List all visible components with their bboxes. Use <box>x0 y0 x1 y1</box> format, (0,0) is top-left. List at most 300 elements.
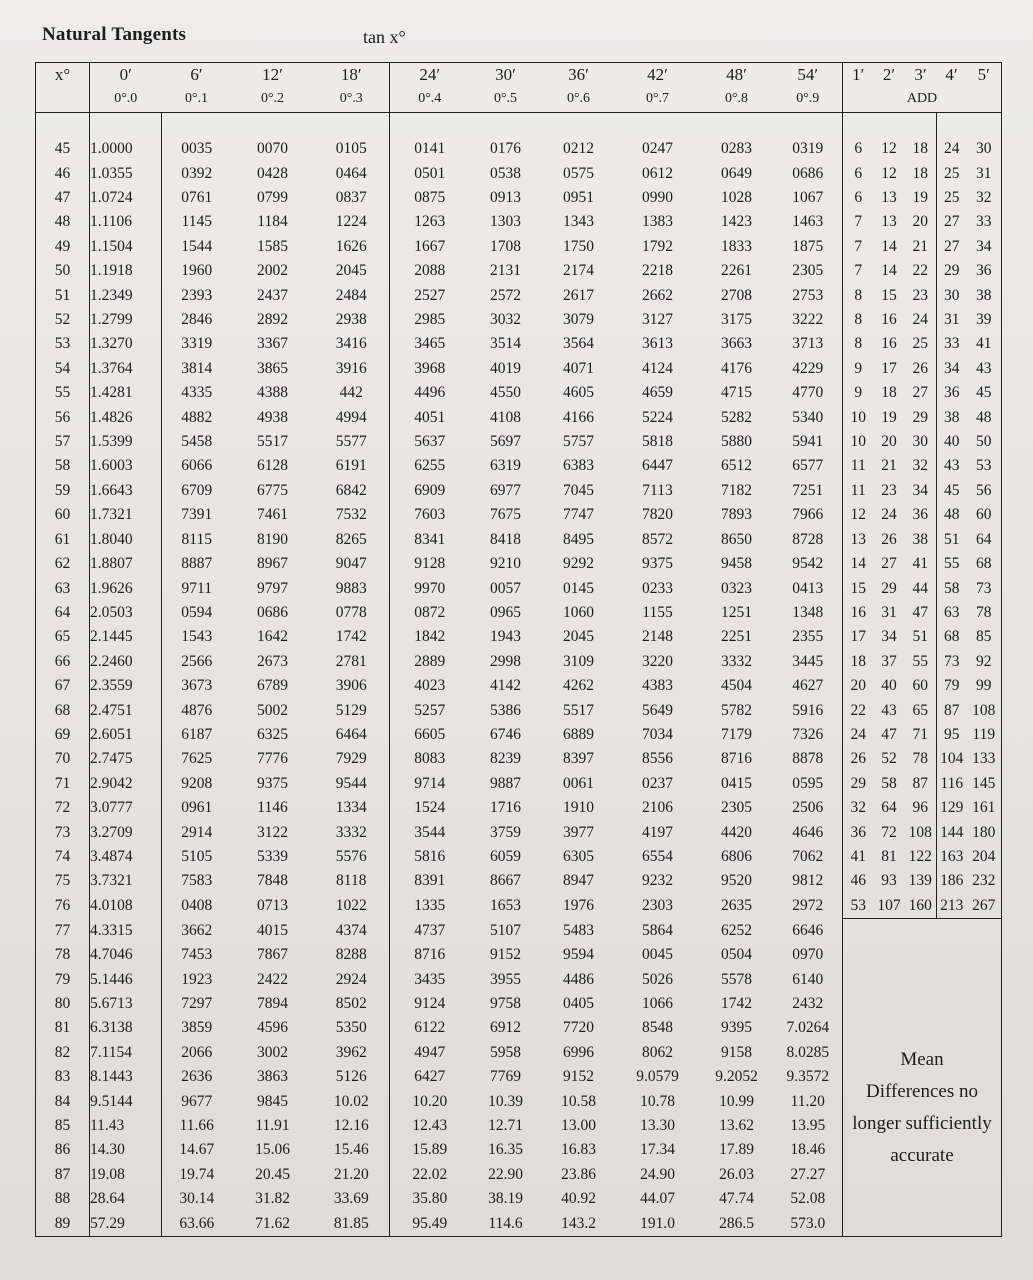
value-cell: 0212 <box>563 140 594 158</box>
value-cell: 4596 <box>257 1019 288 1037</box>
value-cell: 4374 <box>314 919 390 943</box>
degree-cell: 46 <box>36 162 90 186</box>
table-row <box>36 601 1002 625</box>
value-cell: 38.19 <box>488 1190 523 1208</box>
value-cell: 40.92 <box>561 1190 596 1208</box>
value-cell: 4882 <box>181 408 213 426</box>
mean-difference-cell: 20 <box>881 433 897 451</box>
value-cell: 1.6003 <box>90 454 162 478</box>
value-cell: 4019 <box>490 359 521 377</box>
mean-difference-cell: 51 <box>912 628 928 646</box>
mean-difference-cell: 13 <box>881 189 897 207</box>
degree-cell: 72 <box>36 796 90 820</box>
mean-difference-cell: 43 <box>881 701 897 719</box>
table-row <box>36 284 1002 308</box>
value-cell: 6605 <box>414 725 446 743</box>
value-cell: 1463 <box>774 210 843 234</box>
table-row <box>36 723 1002 747</box>
mean-difference-cell: 45 <box>937 479 967 503</box>
value-cell: 5350 <box>314 1016 390 1040</box>
value-cell: 6996 <box>563 1043 594 1061</box>
value-cell: 9152 <box>563 1068 594 1086</box>
value-cell: 6512 <box>721 457 752 475</box>
value-cell: 2892 <box>257 311 288 329</box>
value-cell: 0649 <box>721 164 752 182</box>
value-cell: 0778 <box>314 601 390 625</box>
value-cell: 30.14 <box>179 1190 215 1208</box>
degree-cell: 77 <box>36 919 90 943</box>
value-cell: 8062 <box>642 1043 673 1061</box>
diff-minute-header: 3′ <box>905 63 937 88</box>
mean-difference-cell: 46 <box>850 872 866 890</box>
value-cell: 0961 <box>181 799 213 817</box>
table-row <box>36 699 1002 723</box>
value-cell: 5864 <box>642 921 673 939</box>
mean-difference-cell: 29 <box>937 259 967 283</box>
value-cell: 4071 <box>563 359 594 377</box>
value-cell: 4015 <box>257 921 288 939</box>
mean-difference-cell: 16 <box>850 603 866 621</box>
value-cell: 7720 <box>563 1019 594 1037</box>
value-cell: 8418 <box>490 530 521 548</box>
value-cell: 0965 <box>490 603 521 621</box>
value-cell: 4229 <box>774 357 843 381</box>
value-cell: 9292 <box>563 555 594 573</box>
value-cell: 0428 <box>257 164 288 182</box>
mean-difference-cell: 33 <box>967 210 1002 234</box>
value-cell: 4420 <box>721 823 752 841</box>
mean-difference-cell: 10 <box>850 433 866 451</box>
value-cell: 3544 <box>414 823 446 841</box>
value-cell: 2566 <box>181 652 213 670</box>
mean-difference-cell: 19 <box>912 189 928 207</box>
mean-difference-cell: 73 <box>967 577 1002 601</box>
mean-differences-note <box>843 919 1002 1237</box>
degree-cell: 45 <box>36 137 90 161</box>
mean-difference-cell: 43 <box>937 454 967 478</box>
value-cell: 2753 <box>774 284 843 308</box>
value-cell: 5517 <box>257 433 288 451</box>
mean-difference-cell: 23 <box>881 481 897 499</box>
value-cell: 2422 <box>257 970 288 988</box>
value-cell: 5483 <box>563 921 594 939</box>
value-cell: 2174 <box>563 262 594 280</box>
value-cell: 7.1154 <box>90 1041 162 1065</box>
value-cell: 11.43 <box>90 1114 162 1138</box>
value-cell: 2.2460 <box>90 650 162 674</box>
value-cell: 0501 <box>414 164 446 182</box>
value-cell: 3435 <box>414 970 446 988</box>
mean-difference-cell: 129 <box>937 796 967 820</box>
mean-difference-cell: 34 <box>912 481 928 499</box>
table-row <box>36 479 1002 503</box>
value-cell: 4627 <box>774 674 843 698</box>
mean-difference-cell: 38 <box>967 284 1002 308</box>
value-cell: 4388 <box>257 384 288 402</box>
value-cell: 0323 <box>721 579 752 597</box>
value-cell: 1875 <box>774 235 843 259</box>
value-cell: 7675 <box>490 506 521 524</box>
value-cell: 573.0 <box>774 1212 843 1237</box>
value-cell: 1067 <box>774 186 843 210</box>
value-cell: 0045 <box>642 946 673 964</box>
mean-difference-cell: 12 <box>850 506 866 524</box>
value-cell: 3220 <box>642 652 673 670</box>
minute-header: 6′ <box>162 63 232 88</box>
value-cell: 0595 <box>774 772 843 796</box>
minute-header: 30′ <box>470 63 542 88</box>
value-cell: 1642 <box>257 628 288 646</box>
value-cell: 8341 <box>414 530 446 548</box>
value-cell: 57.29 <box>90 1212 162 1237</box>
degree-cell: 59 <box>36 479 90 503</box>
value-cell: 1423 <box>721 213 752 231</box>
value-cell: 1585 <box>257 237 288 255</box>
value-cell: 9047 <box>314 552 390 576</box>
value-cell: 13.00 <box>561 1116 596 1134</box>
value-cell: 0408 <box>181 897 213 915</box>
degree-cell: 74 <box>36 845 90 869</box>
value-cell: 22.02 <box>412 1165 448 1183</box>
table-row <box>36 821 1002 845</box>
value-cell: 7326 <box>774 723 843 747</box>
value-cell: 2002 <box>257 262 288 280</box>
add-header: ADD <box>843 87 1002 112</box>
mean-difference-cell: 9 <box>854 384 863 402</box>
value-cell: 1.3764 <box>90 357 162 381</box>
mean-difference-cell: 85 <box>967 625 1002 649</box>
value-cell: 6427 <box>414 1068 446 1086</box>
table-row <box>36 137 1002 161</box>
value-cell: 4023 <box>414 677 446 695</box>
value-cell: 0686 <box>257 603 288 621</box>
degree-cell: 49 <box>36 235 90 259</box>
value-cell: 14.67 <box>179 1141 215 1159</box>
value-cell: 7867 <box>257 946 288 964</box>
value-cell: 4938 <box>257 408 288 426</box>
mean-difference-cell: 60 <box>912 677 928 695</box>
value-cell: 2305 <box>774 259 843 283</box>
value-cell: 1.2799 <box>90 308 162 332</box>
value-cell: 5816 <box>414 847 446 865</box>
mean-difference-cell: 11 <box>850 457 866 475</box>
value-cell: 33.69 <box>314 1187 390 1211</box>
degree-cell: 79 <box>36 968 90 992</box>
value-cell: 5576 <box>314 845 390 869</box>
mean-difference-cell: 93 <box>881 872 897 890</box>
value-cell: 0686 <box>774 162 843 186</box>
value-cell: 8265 <box>314 528 390 552</box>
value-cell: 6746 <box>490 725 521 743</box>
value-cell: 6909 <box>414 481 446 499</box>
value-cell: 4715 <box>721 384 752 402</box>
value-cell: 9210 <box>490 555 521 573</box>
value-cell: 1060 <box>563 603 594 621</box>
mean-difference-cell: 8 <box>854 311 863 329</box>
value-cell: 0612 <box>642 164 673 182</box>
value-cell: 8716 <box>721 750 752 768</box>
mean-difference-cell: 78 <box>912 750 928 768</box>
value-cell: 2506 <box>774 796 843 820</box>
mean-difference-cell: 25 <box>912 335 928 353</box>
value-cell: 6977 <box>490 481 521 499</box>
mean-difference-cell: 23 <box>912 286 928 304</box>
mean-difference-cell: 18 <box>881 384 897 402</box>
value-cell: 1066 <box>642 994 673 1012</box>
mean-difference-cell: 40 <box>937 430 967 454</box>
value-cell: 5105 <box>181 847 213 865</box>
value-cell: 3445 <box>774 650 843 674</box>
degree-cell: 48 <box>36 210 90 234</box>
mean-difference-cell: 36 <box>967 259 1002 283</box>
value-cell: 3.7321 <box>90 869 162 893</box>
value-cell: 0464 <box>314 162 390 186</box>
decimal-header: 0°.8 <box>700 87 774 112</box>
value-cell: 0145 <box>563 579 594 597</box>
value-cell: 5637 <box>414 433 446 451</box>
value-cell: 6325 <box>257 725 288 743</box>
value-cell: 1.0000 <box>90 137 162 161</box>
value-cell: 6140 <box>774 968 843 992</box>
mean-difference-cell: 24 <box>937 137 967 161</box>
value-cell: 1750 <box>563 237 594 255</box>
value-cell: 1335 <box>414 897 446 915</box>
decimal-header: 0°.3 <box>314 87 390 112</box>
value-cell: 1184 <box>257 213 288 231</box>
value-cell: 7776 <box>257 750 288 768</box>
degree-cell: 65 <box>36 625 90 649</box>
mean-difference-cell: 7 <box>854 262 863 280</box>
table-row <box>36 186 1002 210</box>
mean-difference-cell: 79 <box>937 674 967 698</box>
value-cell: 5578 <box>721 970 752 988</box>
mean-difference-cell: 30 <box>937 284 967 308</box>
value-cell: 8947 <box>563 872 594 890</box>
mean-note-line: accurate <box>890 1144 954 1166</box>
mean-difference-cell: 8 <box>854 335 863 353</box>
mean-difference-cell: 68 <box>967 552 1002 576</box>
value-cell: 4108 <box>490 408 521 426</box>
mean-difference-cell: 7 <box>854 213 863 231</box>
value-cell: 8502 <box>314 992 390 1016</box>
value-cell: 8083 <box>414 750 446 768</box>
value-cell: 2924 <box>314 968 390 992</box>
value-cell: 3865 <box>257 359 288 377</box>
value-cell: 9375 <box>257 774 288 792</box>
value-cell: 1.0724 <box>90 186 162 210</box>
value-cell: 3663 <box>721 335 752 353</box>
table-row <box>36 528 1002 552</box>
mean-difference-cell: 267 <box>967 894 1002 919</box>
mean-difference-cell: 27 <box>937 235 967 259</box>
value-cell: 3222 <box>774 308 843 332</box>
value-cell: 4.7046 <box>90 943 162 967</box>
value-cell: 5880 <box>721 433 752 451</box>
value-cell: 3465 <box>414 335 446 353</box>
mean-difference-cell: 32 <box>967 186 1002 210</box>
mean-difference-cell: 180 <box>967 821 1002 845</box>
mean-difference-cell: 60 <box>967 503 1002 527</box>
decimal-header: 0°.1 <box>162 87 232 112</box>
mean-difference-cell: 36 <box>912 506 928 524</box>
value-cell: 2.9042 <box>90 772 162 796</box>
value-cell: 19.74 <box>179 1165 215 1183</box>
mean-difference-cell: 17 <box>850 628 866 646</box>
mean-difference-cell: 14 <box>881 237 897 255</box>
mean-difference-cell: 92 <box>967 650 1002 674</box>
value-cell: 0872 <box>414 603 446 621</box>
value-cell: 8115 <box>181 530 212 548</box>
value-cell: 0913 <box>490 189 521 207</box>
value-cell: 2938 <box>314 308 390 332</box>
value-cell: 3.2709 <box>90 821 162 845</box>
mean-difference-cell: 6 <box>854 189 863 207</box>
value-cell: 3416 <box>314 332 390 356</box>
mean-difference-cell: 18 <box>850 652 866 670</box>
value-cell: 0837 <box>314 186 390 210</box>
decimal-header: 0°.4 <box>390 87 470 112</box>
value-cell: 5649 <box>642 701 673 719</box>
value-cell: 2.1445 <box>90 625 162 649</box>
mean-difference-cell: 41 <box>912 555 928 573</box>
value-cell: 4486 <box>563 970 594 988</box>
value-cell: 2985 <box>414 311 446 329</box>
value-cell: 3.4874 <box>90 845 162 869</box>
degree-cell: 87 <box>36 1163 90 1187</box>
mean-difference-cell: 163 <box>937 845 967 869</box>
degree-cell: 89 <box>36 1212 90 1237</box>
value-cell: 3332 <box>314 821 390 845</box>
diff-minute-header: 2′ <box>874 63 905 88</box>
value-cell: 5517 <box>563 701 594 719</box>
degree-cell: 73 <box>36 821 90 845</box>
table-row <box>36 919 1002 943</box>
value-cell: 28.64 <box>90 1187 162 1211</box>
value-cell: 5026 <box>642 970 673 988</box>
value-cell: 1.4826 <box>90 406 162 430</box>
value-cell: 19.08 <box>90 1163 162 1187</box>
value-cell: 7625 <box>181 750 213 768</box>
mean-difference-cell: 38 <box>912 530 928 548</box>
value-cell: 0990 <box>642 189 673 207</box>
minute-header: 54′ <box>774 63 843 88</box>
value-cell: 442 <box>314 381 390 405</box>
value-cell: 8239 <box>490 750 521 768</box>
value-cell: 6646 <box>774 919 843 943</box>
value-cell: 0247 <box>642 140 673 158</box>
value-cell: 3713 <box>774 332 843 356</box>
mean-difference-cell: 161 <box>967 796 1002 820</box>
value-cell: 0538 <box>490 164 521 182</box>
value-cell: 0951 <box>563 189 594 207</box>
value-cell: 6319 <box>490 457 521 475</box>
value-cell: 0061 <box>563 774 594 792</box>
value-cell: 14.30 <box>90 1138 162 1162</box>
value-cell: 3955 <box>490 970 521 988</box>
mean-difference-cell: 55 <box>912 652 928 670</box>
value-cell: 8556 <box>642 750 673 768</box>
mean-difference-cell: 204 <box>967 845 1002 869</box>
value-cell: 11.66 <box>179 1116 214 1134</box>
mean-difference-cell: 95 <box>937 723 967 747</box>
degree-cell: 69 <box>36 723 90 747</box>
degree-cell: 78 <box>36 943 90 967</box>
value-cell: 0594 <box>181 603 213 621</box>
value-cell: 5107 <box>490 921 521 939</box>
value-cell: 1.8040 <box>90 528 162 552</box>
value-cell: 2636 <box>181 1068 213 1086</box>
value-cell: 8650 <box>721 530 752 548</box>
value-cell: 0057 <box>490 579 521 597</box>
value-cell: 2303 <box>642 897 673 915</box>
degree-cell: 54 <box>36 357 90 381</box>
value-cell: 3673 <box>181 677 213 695</box>
value-cell: 1146 <box>257 799 288 817</box>
mean-difference-cell: 31 <box>967 162 1002 186</box>
value-cell: 5697 <box>490 433 521 451</box>
degree-cell: 80 <box>36 992 90 1016</box>
value-cell: 1.4281 <box>90 381 162 405</box>
mean-difference-cell: 53 <box>850 896 866 914</box>
mean-difference-cell: 22 <box>912 262 928 280</box>
value-cell: 1.7321 <box>90 503 162 527</box>
value-cell: 114.6 <box>470 1212 542 1237</box>
value-cell: 0035 <box>181 140 213 158</box>
value-cell: 2708 <box>721 286 752 304</box>
value-cell: 11.91 <box>255 1116 290 1134</box>
value-cell: 7966 <box>774 503 843 527</box>
value-cell: 3.0777 <box>90 796 162 820</box>
value-cell: 2131 <box>490 262 521 280</box>
value-cell: 5002 <box>257 701 288 719</box>
value-cell: 1155 <box>642 603 673 621</box>
value-cell: 4770 <box>774 381 843 405</box>
value-cell: 9711 <box>181 579 212 597</box>
header-row-decimals <box>36 87 1002 112</box>
value-cell: 81.85 <box>314 1212 390 1237</box>
value-cell: 2914 <box>181 823 213 841</box>
degree-cell: 68 <box>36 699 90 723</box>
mean-difference-cell: 160 <box>908 896 932 914</box>
mean-difference-cell: 33 <box>937 332 967 356</box>
value-cell: 7062 <box>774 845 843 869</box>
degree-cell: 60 <box>36 503 90 527</box>
value-cell: 7532 <box>314 503 390 527</box>
value-cell: 143.2 <box>542 1212 616 1237</box>
mean-difference-cell: 64 <box>881 799 897 817</box>
value-cell: 6789 <box>257 677 288 695</box>
value-cell: 7179 <box>721 725 752 743</box>
table-row <box>36 674 1002 698</box>
value-cell: 0713 <box>257 897 288 915</box>
mean-difference-cell: 12 <box>881 164 897 182</box>
value-cell: 3175 <box>721 311 752 329</box>
value-cell: 1022 <box>314 894 390 919</box>
degree-cell: 83 <box>36 1065 90 1089</box>
table-row <box>36 772 1002 796</box>
value-cell: 1833 <box>721 237 752 255</box>
value-cell: 6252 <box>721 921 752 939</box>
value-cell: 0405 <box>563 994 594 1012</box>
value-cell: 11.20 <box>774 1090 843 1114</box>
value-cell: 6187 <box>181 725 213 743</box>
mean-difference-cell: 34 <box>881 628 897 646</box>
value-cell: 0070 <box>257 140 288 158</box>
mean-difference-cell: 16 <box>881 311 897 329</box>
x-label-header: x° <box>36 63 90 88</box>
degree-cell: 50 <box>36 259 90 283</box>
value-cell: 8.1443 <box>90 1065 162 1089</box>
